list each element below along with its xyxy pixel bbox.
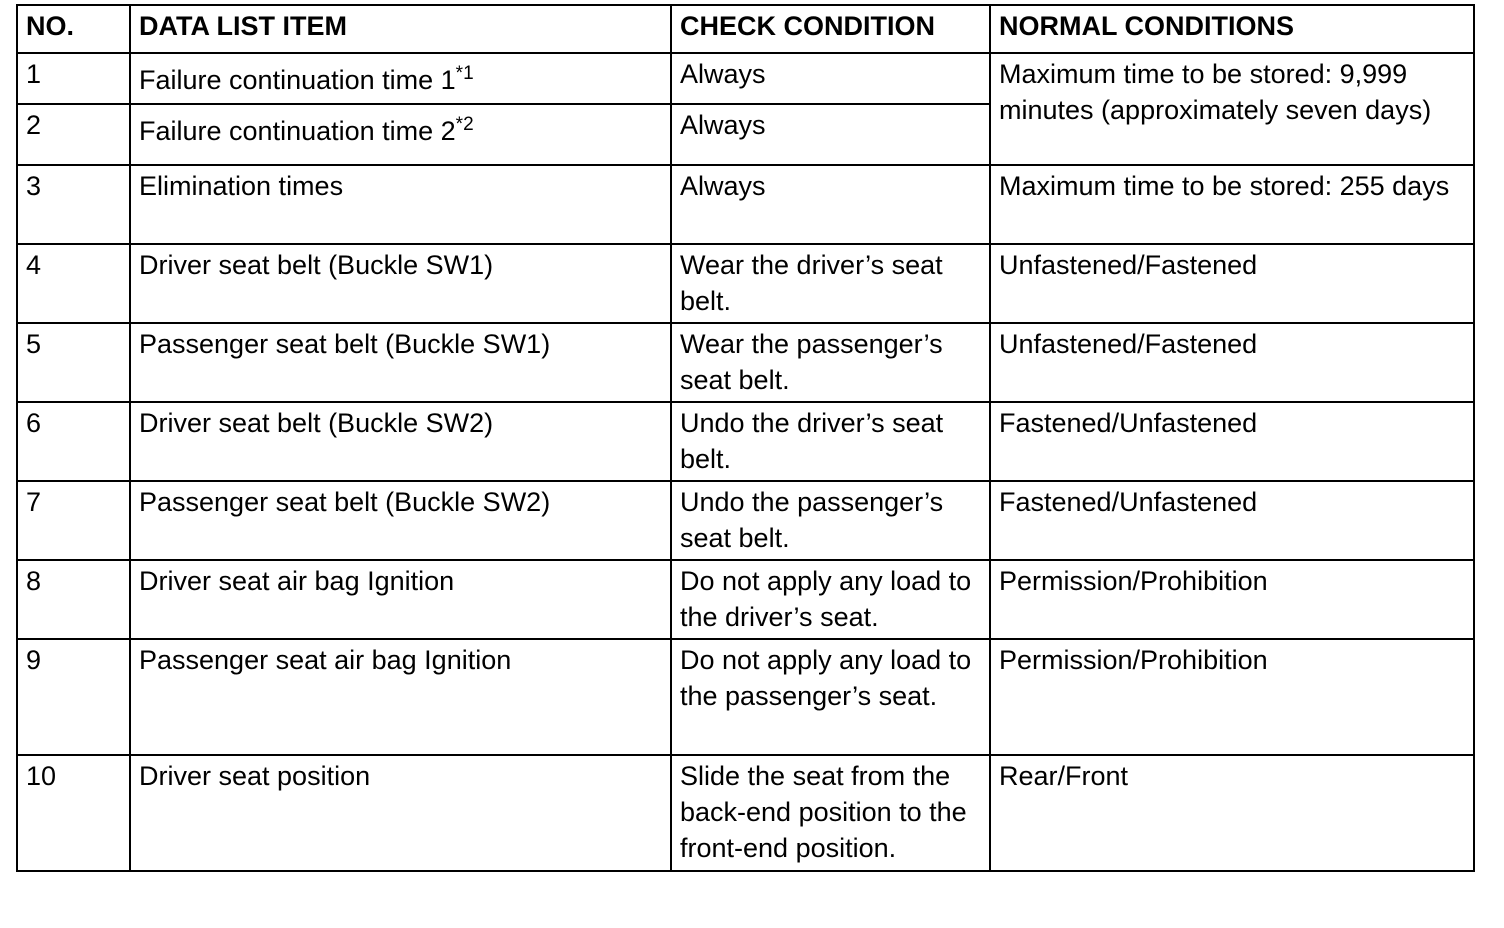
table-row [17, 481, 1474, 560]
cell-no: 8 [17, 560, 130, 639]
header-data-list-item: DATA LIST ITEM [130, 5, 671, 53]
cell-check: Always [671, 104, 990, 165]
table-row [17, 165, 1474, 244]
cell-normal: Fastened/Unfastened [990, 402, 1474, 481]
table-row [17, 560, 1474, 639]
cell-check: Undo the driver’s seat belt. [671, 402, 990, 481]
cell-item-text: Failure continuation time 1 [139, 65, 456, 95]
cell-item: Passenger seat air bag Ignition [130, 639, 671, 755]
cell-item-text: Failure continuation time 2 [139, 116, 456, 146]
cell-normal: Rear/Front [990, 755, 1474, 871]
data-list-table [16, 4, 1475, 872]
footnote-marker: *1 [455, 63, 474, 84]
cell-no: 2 [17, 104, 130, 165]
cell-no: 10 [17, 755, 130, 871]
cell-check: Undo the passenger’s seat belt. [671, 481, 990, 560]
cell-item [130, 104, 671, 165]
cell-normal: Permission/Prohibition [990, 560, 1474, 639]
cell-normal: Maximum time to be stored: 9,999 minutes (approximately seven days) [990, 53, 1474, 165]
cell-item: Passenger seat belt (Buckle SW1) [130, 323, 671, 402]
cell-normal: Unfastened/Fastened [990, 244, 1474, 323]
header-no: NO. [17, 5, 130, 53]
header-normal-conditions: NORMAL CONDITIONS [990, 5, 1474, 53]
cell-check: Wear the driver’s seat belt. [671, 244, 990, 323]
cell-check: Wear the passenger’s seat belt. [671, 323, 990, 402]
cell-check: Always [671, 165, 990, 244]
cell-item: Driver seat belt (Buckle SW1) [130, 244, 671, 323]
cell-item: Driver seat belt (Buckle SW2) [130, 402, 671, 481]
cell-check: Slide the seat from the back-end position to the front-end position. [671, 755, 990, 871]
cell-no: 6 [17, 402, 130, 481]
cell-check: Do not apply any load to the driver’s seat. [671, 560, 990, 639]
cell-item: Passenger seat belt (Buckle SW2) [130, 481, 671, 560]
table-row [17, 755, 1474, 871]
table-row [17, 402, 1474, 481]
cell-normal: Unfastened/Fastened [990, 323, 1474, 402]
cell-no: 3 [17, 165, 130, 244]
cell-no: 5 [17, 323, 130, 402]
table-row [17, 639, 1474, 755]
cell-item: Driver seat air bag Ignition [130, 560, 671, 639]
cell-no: 9 [17, 639, 130, 755]
cell-item [130, 53, 671, 104]
cell-normal: Maximum time to be stored: 255 days [990, 165, 1474, 244]
footnote-marker: *2 [455, 114, 474, 135]
cell-item: Elimination times [130, 165, 671, 244]
table-header-row [17, 5, 1474, 53]
table-row [17, 323, 1474, 402]
cell-normal: Permission/Prohibition [990, 639, 1474, 755]
cell-no: 4 [17, 244, 130, 323]
cell-no: 1 [17, 53, 130, 104]
cell-check: Do not apply any load to the passenger’s seat. [671, 639, 990, 755]
cell-check: Always [671, 53, 990, 104]
table-row [17, 53, 1474, 104]
cell-normal: Fastened/Unfastened [990, 481, 1474, 560]
cell-no: 7 [17, 481, 130, 560]
cell-item: Driver seat position [130, 755, 671, 871]
header-check-condition: CHECK CONDITION [671, 5, 990, 53]
table-row [17, 244, 1474, 323]
